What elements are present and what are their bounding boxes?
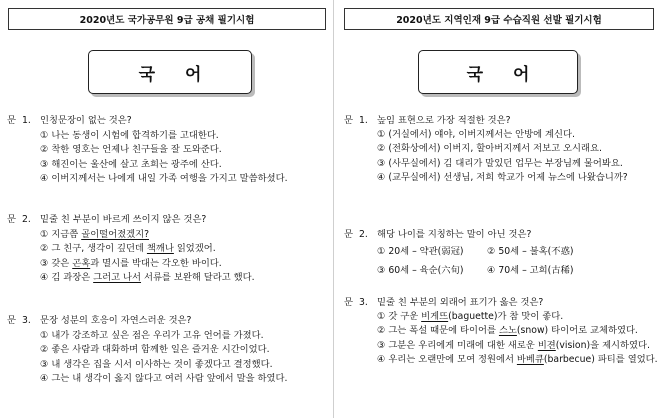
choice-text-pre: 그분은 우리에게 미래에 대한 새로운 <box>388 339 538 351</box>
choice-mark: ② <box>377 143 386 155</box>
choice-4 <box>487 261 597 280</box>
question-label: 문 <box>7 315 16 326</box>
choice-text: 내 생각은 집을 시서 이사하는 것이 좋겠다고 결정했다. <box>51 358 273 370</box>
choice-text: (전화상에서) 이버지, 할아버지께서 저보고 오시래요. <box>388 143 602 155</box>
question-stem-row <box>7 314 287 329</box>
choice-mark: ① <box>40 129 49 141</box>
question-number: 1. <box>359 115 368 126</box>
choice-3 <box>344 157 628 171</box>
choice-text: 좋은 사람과 대화하며 함께한 일은 즐거운 시간이었다. <box>51 344 270 355</box>
question-number: 2. <box>359 229 368 240</box>
question-stem: 인칭문장이 없는 것은? <box>40 115 132 126</box>
choice-text-post: (vision)을 제시하였다. <box>555 339 650 351</box>
left-question-1 <box>7 114 288 187</box>
choice-text: (교무실에서) 선생님, 저희 학교가 어제 뉴스에 나왔습니까? <box>388 171 628 183</box>
question-stem: 문장 성분의 호응이 자연스러운 것은? <box>40 315 192 326</box>
choice-text: 이버지께서는 나에게 내일 가족 여행을 가지고 말씀하셨다. <box>51 173 288 184</box>
question-number: 1. <box>22 115 31 126</box>
choice-1 <box>377 242 487 261</box>
choice-1 <box>7 329 287 344</box>
choice-4 <box>344 171 628 185</box>
choice-underlined-text: 비게뜨 <box>421 311 449 323</box>
question-stem: 해당 나이를 지칭하는 말이 아닌 것은? <box>377 229 532 240</box>
choice-underlined-text: 골이떨어졌겠지? <box>81 228 150 240</box>
choice-underlined-text: 곤혹 <box>72 257 91 269</box>
choice-text-pre: 그는 폭설 때문에 타이어를 <box>388 325 499 337</box>
choice-text-pre: 우리는 오랜만에 모여 정원에서 <box>388 353 517 365</box>
question-label: 문 <box>7 214 16 225</box>
choice-2 <box>7 242 255 257</box>
question-label: 문 <box>344 297 353 308</box>
choice-text-post: (baguette)가 참 맛이 좋다. <box>448 311 564 323</box>
choice-text: 20세 – 약관(弱冠) <box>388 246 464 258</box>
question-number: 2. <box>22 214 31 225</box>
choice-2 <box>344 142 628 156</box>
choice-underlined-text: 책깨나 <box>146 243 174 254</box>
choice-mark: ② <box>487 246 496 258</box>
choice-text: 그는 내 생각이 옳지 않다고 여러 사람 앞에서 말을 하였다. <box>51 373 288 384</box>
right-exam-column <box>338 0 658 418</box>
choice-text-post: (snow) 타이어로 교체하였다. <box>516 325 638 337</box>
question-stem-row <box>344 228 597 242</box>
choice-text-post: 서류를 보완해 달라고 했다. <box>141 272 255 283</box>
choice-mark: ② <box>377 325 386 337</box>
question-stem-row <box>344 296 658 310</box>
choice-mark: ② <box>40 344 49 355</box>
choice-3 <box>7 257 255 272</box>
choice-3 <box>344 339 658 353</box>
choice-underlined-text: 바베큐 <box>516 353 544 365</box>
choice-text: 나는 동생이 시험에 합격하기를 고대한다. <box>51 129 219 141</box>
choice-mark: ① <box>377 129 386 141</box>
choice-text: 해진이는 울산에 살고 초희는 광주에 산다. <box>51 158 222 170</box>
choice-text-pre: 갖은 <box>51 257 73 269</box>
left-exam-header: 2020년도 국가공무원 9급 공채 필기시험 <box>8 8 326 30</box>
choice-mark: ④ <box>40 173 49 184</box>
choice-text: 내가 강조하고 싶은 점은 우리가 고유 언어를 가졌다. <box>51 329 264 341</box>
choice-text-pre: 그 친구, 생각이 깊던데 <box>51 243 147 254</box>
choice-mark: ① <box>40 228 49 240</box>
choice-3 <box>7 358 287 373</box>
choice-mark: ① <box>377 246 386 258</box>
choice-3 <box>377 261 487 280</box>
choice-1 <box>344 310 658 324</box>
choice-underlined-text: 그러고 나서 <box>93 272 142 283</box>
choice-mark: ③ <box>40 358 49 370</box>
choice-4 <box>7 271 255 286</box>
choice-mark: ④ <box>40 272 49 283</box>
choice-1 <box>344 128 628 142</box>
choice-2 <box>7 343 287 358</box>
choice-mark: ③ <box>377 157 386 169</box>
choice-text: 60세 – 육순(六旬) <box>388 265 464 277</box>
choice-text: 50세 – 불혹(不惑) <box>498 246 574 258</box>
right-question-1 <box>344 114 628 185</box>
question-stem-row <box>344 114 628 128</box>
choice-4 <box>344 353 658 367</box>
choice-mark: ① <box>377 311 386 323</box>
column-divider <box>333 0 334 418</box>
choice-4 <box>7 172 288 187</box>
choice-mark: ③ <box>40 158 49 170</box>
choice-text: 70세 – 고희(古稀) <box>498 265 574 277</box>
choice-underlined-text: 비젼 <box>537 339 556 351</box>
choice-mark: ② <box>40 144 49 155</box>
choice-text-pre: 김 과장은 <box>51 272 94 283</box>
choice-1 <box>7 228 255 243</box>
choice-mark: ④ <box>40 373 49 384</box>
question-number: 3. <box>359 297 368 308</box>
question-label: 문 <box>344 115 353 126</box>
right-question-2 <box>344 228 597 280</box>
left-subject-title: 국어 <box>88 50 252 94</box>
choice-mark: ④ <box>377 171 386 183</box>
choice-text-post: (barbecue) 파티를 열었다. <box>543 353 658 365</box>
choice-mark: ③ <box>40 257 49 269</box>
choice-4 <box>7 372 287 387</box>
question-stem: 밑줄 친 부분의 외래어 표기가 옳은 것은? <box>377 297 544 308</box>
left-question-3 <box>7 314 287 387</box>
choice-mark: ④ <box>377 353 386 365</box>
left-question-2 <box>7 213 255 286</box>
choice-text: (사무실에서) 김 대리가 말있던 업무는 부장님께 물어봐요. <box>388 157 623 169</box>
question-stem-row <box>7 114 288 129</box>
question-stem: 밑줄 친 부분이 바르게 쓰이지 않은 것은? <box>40 214 207 225</box>
question-stem: 높임 표현으로 가장 적절한 것은? <box>377 115 511 126</box>
right-subject-title: 국어 <box>418 50 578 94</box>
choice-text-pre: 지금쯤 <box>51 228 82 240</box>
choice-mark: ② <box>40 243 49 254</box>
choice-text: (거실에서) 얘야, 이버지께서는 안방에 계신다. <box>388 129 575 141</box>
choice-1 <box>7 129 288 144</box>
choice-mark: ④ <box>487 265 496 277</box>
right-exam-header: 2020년도 지역인재 9급 수습직원 선발 필기시험 <box>344 8 654 30</box>
choice-underlined-text: 스노 <box>498 325 517 337</box>
choice-mark: ③ <box>377 265 386 277</box>
question-stem-row <box>7 213 255 228</box>
choice-2 <box>487 242 597 261</box>
right-question-3 <box>344 296 658 367</box>
choice-pair-row-1 <box>344 242 597 261</box>
choice-2 <box>7 143 288 158</box>
choice-mark: ① <box>40 329 49 341</box>
choice-pair-row-2 <box>344 261 597 280</box>
choice-text: 착한 영호는 언제나 친구들을 잘 도와준다. <box>51 144 222 155</box>
choice-3 <box>7 158 288 173</box>
question-number: 3. <box>22 315 31 326</box>
choice-text-post: 과 멸시를 박대는 각오한 바이다. <box>90 257 222 269</box>
choice-mark: ③ <box>377 339 386 351</box>
choice-2 <box>344 324 658 338</box>
question-label: 문 <box>344 229 353 240</box>
choice-text-post: 읽었겠어. <box>173 243 216 254</box>
choice-text-pre: 갓 구운 <box>388 311 422 323</box>
question-label: 문 <box>7 115 16 126</box>
